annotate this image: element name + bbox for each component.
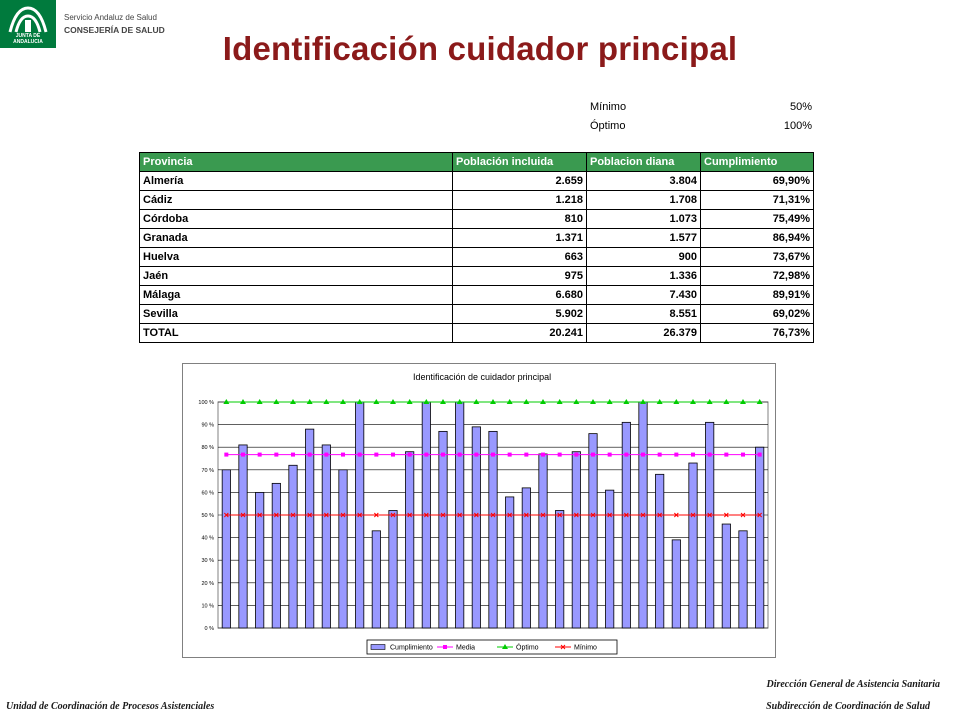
y-tick-label: 40 % [201,535,214,542]
marker-square [391,453,395,457]
bar [239,445,247,628]
bar [522,488,530,628]
bar [606,490,614,628]
marker-square [674,453,678,457]
table-row [140,172,814,191]
table-header-row [140,153,814,172]
bar [556,510,564,628]
marker-square [658,453,662,457]
cell-poblacion-diana: 900 [587,248,701,267]
cell-poblacion-incluida: 6.680 [453,286,587,305]
y-tick-label: 90 % [201,422,214,429]
cell-provincia: Granada [140,229,453,248]
bar [672,540,680,628]
bar [256,492,264,628]
bar [372,531,380,628]
bar [222,470,230,628]
legend-marker [443,645,447,649]
bar [539,454,547,628]
marker-square [508,453,512,457]
table-row [140,248,814,267]
cell-poblacion-diana: 1.073 [587,210,701,229]
bar [272,483,280,628]
target-value: 100% [783,120,812,132]
table-row [140,267,814,286]
col-header-provincia: Provincia [140,153,453,172]
marker-square [608,453,612,457]
bar [489,431,497,628]
cell-provincia: TOTAL [140,324,453,343]
marker-square [691,453,695,457]
cell-poblacion-incluida: 663 [453,248,587,267]
bar [506,497,514,628]
bar [322,445,330,628]
chart-title: Identificación de cuidador principal [413,372,552,382]
target-label: Óptimo [590,120,626,132]
y-tick-label: 10 % [201,603,214,610]
cell-provincia: Almería [140,172,453,191]
bar [756,447,764,628]
cell-poblacion-incluida: 2.659 [453,172,587,191]
bar [722,524,730,628]
bar [389,510,397,628]
marker-square [324,453,328,457]
table-row [140,305,814,324]
marker-square [241,453,245,457]
target-value: 50% [789,101,812,113]
y-tick-label: 70 % [201,467,214,474]
cell-provincia: Córdoba [140,210,453,229]
marker-square [574,453,578,457]
cell-cumplimiento: 89,91% [701,286,814,305]
legend-label: Cumplimiento [390,644,433,652]
bar [306,429,314,628]
provincias-table [139,152,814,343]
cell-cumplimiento: 76,73% [701,324,814,343]
footer-subdireccion: Subdirección de Coordinación de Salud [766,701,930,712]
table-row [140,324,814,343]
legend-label: Media [456,644,476,652]
cell-provincia: Jaén [140,267,453,286]
cell-poblacion-incluida: 1.218 [453,191,587,210]
cell-cumplimiento: 69,02% [701,305,814,324]
target-thresholds [590,98,812,136]
legend-label: Mínimo [574,644,597,652]
cell-provincia: Huelva [140,248,453,267]
cell-provincia: Sevilla [140,305,453,324]
cell-poblacion-incluida: 810 [453,210,587,229]
cell-cumplimiento: 73,67% [701,248,814,267]
bar [472,427,480,628]
table-row [140,229,814,248]
y-tick-label: 100 % [198,400,214,406]
marker-square [541,453,545,457]
target-row-minimo [590,98,812,117]
cell-cumplimiento: 86,94% [701,229,814,248]
cell-poblacion-diana: 1.336 [587,267,701,286]
marker-square [724,453,728,457]
logo-line-2: CONSEJERÍA DE SALUD [64,25,165,35]
marker-square [524,453,528,457]
col-header-cumplimiento: Cumplimiento [701,153,814,172]
col-header-poblacion-diana: Poblacion diana [587,153,701,172]
marker-square [758,453,762,457]
cell-poblacion-incluida: 975 [453,267,587,286]
marker-square [708,453,712,457]
cell-provincia: Cádiz [140,191,453,210]
cell-poblacion-diana: 26.379 [587,324,701,343]
cell-poblacion-incluida: 5.902 [453,305,587,324]
marker-square [641,453,645,457]
cell-poblacion-diana: 8.551 [587,305,701,324]
y-tick-label: 60 % [201,490,214,497]
bar [339,470,347,628]
y-tick-label: 50 % [201,513,214,519]
marker-square [374,453,378,457]
compliance-chart [182,363,776,658]
target-label: Mínimo [590,101,627,113]
marker-square [408,453,412,457]
legend-label: Óptimo [516,644,539,652]
cell-poblacion-diana: 1.708 [587,191,701,210]
bar [589,434,597,628]
bar [689,463,697,628]
marker-square [291,453,295,457]
y-tick-label: 20 % [201,580,214,587]
table-row [140,210,814,229]
target-row-optimo [590,117,812,136]
cell-cumplimiento: 72,98% [701,267,814,286]
bar [739,531,747,628]
y-tick-label: 30 % [201,558,214,565]
marker-square [358,453,362,457]
bar [656,474,664,628]
footer-direccion: Dirección General de Asistencia Sanitaria [766,679,940,690]
marker-square [741,453,745,457]
marker-square [308,453,312,457]
marker-square [458,453,462,457]
marker-square [491,453,495,457]
cell-poblacion-incluida: 20.241 [453,324,587,343]
y-tick-label: 0 % [204,626,214,632]
table-row [140,286,814,305]
legend-swatch [371,645,385,650]
footer-unit: Unidad de Coordinación de Procesos Asistenciales [6,701,215,712]
page-title: Identificación cuidador principal [222,30,738,67]
marker-square [624,453,628,457]
marker-square [591,453,595,457]
marker-square [341,453,345,457]
cell-cumplimiento: 69,90% [701,172,814,191]
cell-poblacion-diana: 7.430 [587,286,701,305]
marker-square [424,453,428,457]
cell-poblacion-diana: 3.804 [587,172,701,191]
table-row [140,191,814,210]
col-header-poblacion-incluida: Población incluida [453,153,587,172]
chart-svg [183,364,777,659]
marker-square [224,453,228,457]
cell-provincia: Málaga [140,286,453,305]
bar [439,431,447,628]
marker-square [274,453,278,457]
marker-square [474,453,478,457]
marker-square [258,453,262,457]
cell-poblacion-diana: 1.577 [587,229,701,248]
cell-cumplimiento: 75,49% [701,210,814,229]
logo-line-1: Servicio Andaluz de Salud [64,13,157,22]
cell-cumplimiento: 71,31% [701,191,814,210]
marker-square [441,453,445,457]
logo-caption: JUNTA DE ANDALUCIA [13,33,43,45]
marker-square [558,453,562,457]
cell-poblacion-incluida: 1.371 [453,229,587,248]
bar [572,452,580,628]
y-tick-label: 80 % [201,445,214,452]
bar [406,452,414,628]
bar [289,465,297,628]
